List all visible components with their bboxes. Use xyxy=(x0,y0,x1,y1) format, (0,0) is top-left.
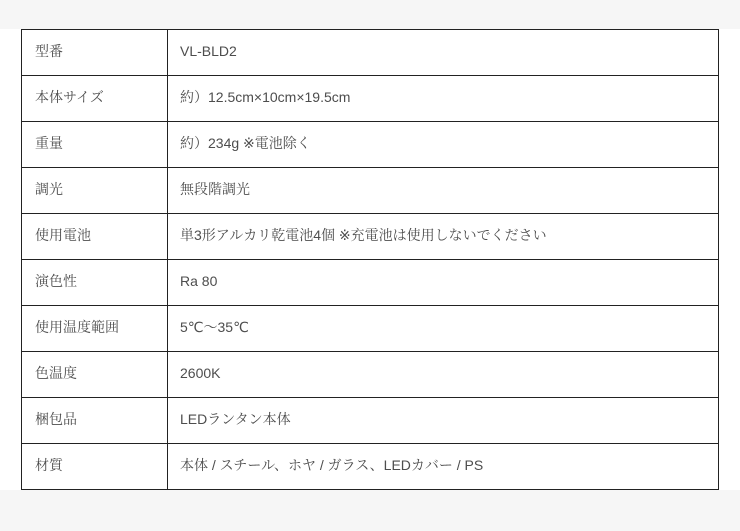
product-spec-table xyxy=(21,29,719,490)
spec-value: 2600K xyxy=(168,352,719,398)
spec-label: 材質 xyxy=(22,444,168,490)
spec-value: 単3形アルカリ乾電池4個 ※充電池は使用しないでください xyxy=(168,214,719,260)
spec-value: VL-BLD2 xyxy=(168,30,719,76)
spec-label: 使用電池 xyxy=(22,214,168,260)
spec-value: 約）12.5cm×10cm×19.5cm xyxy=(168,76,719,122)
table-row xyxy=(22,260,719,306)
spec-value: 無段階調光 xyxy=(168,168,719,214)
table-row xyxy=(22,306,719,352)
table-row xyxy=(22,444,719,490)
spec-value: 本体 / スチール、ホヤ / ガラス、LEDカバー / PS xyxy=(168,444,719,490)
spec-label: 本体サイズ xyxy=(22,76,168,122)
table-row xyxy=(22,214,719,260)
spec-section xyxy=(0,29,740,490)
table-row xyxy=(22,122,719,168)
spec-label: 梱包品 xyxy=(22,398,168,444)
spec-label: 調光 xyxy=(22,168,168,214)
spec-label: 演色性 xyxy=(22,260,168,306)
table-row xyxy=(22,352,719,398)
table-row xyxy=(22,168,719,214)
spec-value: LEDランタン本体 xyxy=(168,398,719,444)
spec-label: 色温度 xyxy=(22,352,168,398)
spec-value: 約）234g ※電池除く xyxy=(168,122,719,168)
spec-value: 5℃～35℃ xyxy=(168,306,719,352)
spec-label: 型番 xyxy=(22,30,168,76)
spec-label: 重量 xyxy=(22,122,168,168)
table-row xyxy=(22,30,719,76)
spec-label: 使用温度範囲 xyxy=(22,306,168,352)
spec-value: Ra 80 xyxy=(168,260,719,306)
table-row xyxy=(22,398,719,444)
table-row xyxy=(22,76,719,122)
